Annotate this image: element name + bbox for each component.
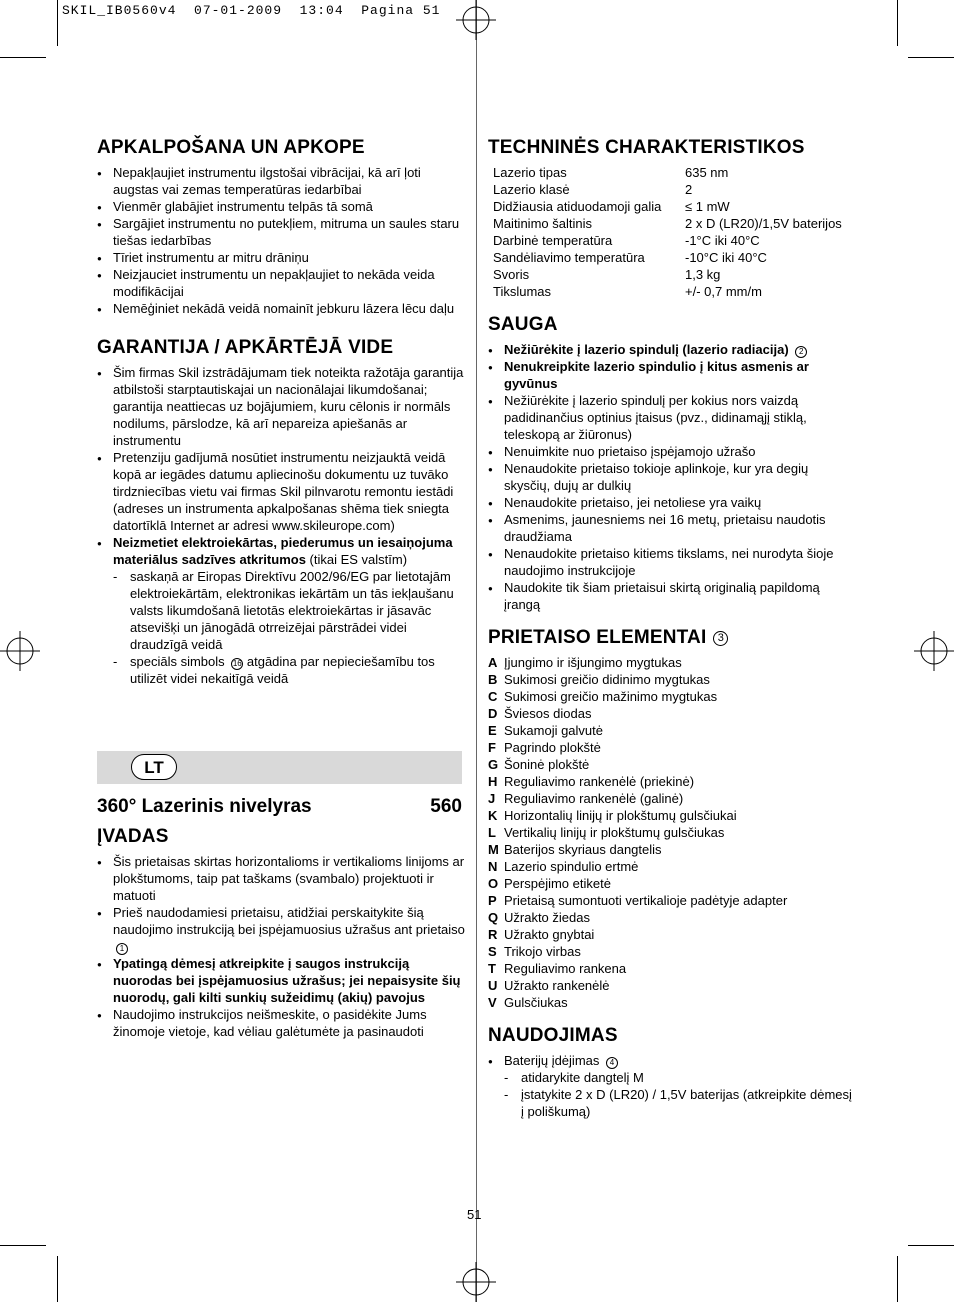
symbol-reference-icon: 2 xyxy=(795,346,807,358)
part-name: Įjungimo ir išjungimo mygtukas xyxy=(504,655,682,670)
list-item-text: Baterijų įdėjimas xyxy=(504,1053,603,1068)
dash-text: speciāls simbols xyxy=(130,654,229,669)
part-name: Sukimosi greičio mažinimo mygtukas xyxy=(504,689,718,704)
table-row xyxy=(488,198,842,215)
list-item: ● Asmenims, jaunesniems nei 16 metų, prietaisu naudotis draudžiama xyxy=(488,511,858,545)
specs-title: TECHNINĖS CHARAKTERISTIKOS xyxy=(488,137,805,158)
list-item: ● Nenuimkite nuo prietaiso įspėjamojo užrašo xyxy=(488,443,858,460)
list-item xyxy=(488,654,858,671)
part-letter: P xyxy=(488,893,497,908)
part-name: Gulsčiukas xyxy=(504,995,568,1010)
intro-title: ĮVADAS xyxy=(97,826,169,847)
dash-item xyxy=(97,653,467,687)
spec-value: 635 nm xyxy=(685,165,729,180)
part-name: Lazerio spindulio ertmė xyxy=(504,859,639,874)
list-item xyxy=(488,994,858,1011)
spec-key: Darbinė temperatūra xyxy=(493,233,613,248)
list-item: ● Pretenziju gadījumā nosūtiet instrumentu neizjauktā veidā kopā ar iegādes datumu apliecinošu dokumentu uz tuvāko tirdzniecības vietu vai firmas Skil pilnvarotu remontu iestādi (adreses un instrumenta apkalpošanas shēma tiek sniegta datortīklā Internet ar adresi www.skileurope.com) xyxy=(97,449,467,534)
list-item xyxy=(488,858,858,875)
part-name: Reguliavimo rankenėlė (galinė) xyxy=(504,791,684,806)
battery-dash-list xyxy=(488,1069,858,1120)
list-item: ● Nenaudokite prietaiso, jei netoliese yra vaikų xyxy=(488,494,858,511)
dash-item: - atidarykite dangtelį M xyxy=(488,1069,858,1086)
intro-list xyxy=(97,853,467,1040)
spec-key: Svoris xyxy=(493,267,530,282)
list-item: ● Nežiūrėkite į lazerio spindulį per kokius nors vaizdą padidinančius optinius įtaisus (pvz., didinamąjį stiklą, teleskopą ar žiūronus) xyxy=(488,392,858,443)
list-item xyxy=(488,790,858,807)
list-item xyxy=(488,807,858,824)
maintenance-title: APKALPOŠANA UN APKOPE xyxy=(97,137,365,158)
table-row xyxy=(488,215,842,232)
list-item: ● Vienmēr glabājiet instrumentu telpās tā somā xyxy=(97,198,467,215)
disposal-dash-list xyxy=(97,568,467,687)
list-item: ● Tīriet instrumentu ar mitru drāniņu xyxy=(97,249,467,266)
warranty-title: GARANTIJA / APKĀRTĒJĀ VIDE xyxy=(97,337,394,358)
part-name: Šviesos diodas xyxy=(504,706,592,721)
disposal-warning-note: (tikai ES valstīm) xyxy=(305,552,408,567)
warranty-list xyxy=(97,364,467,687)
part-name: Vertikalių linijų ir plokštumų gulsčiukas xyxy=(504,825,725,840)
spec-key: Didžiausia atiduodamoji galia xyxy=(493,199,662,214)
part-name: Užrakto gnybtai xyxy=(504,927,595,942)
spec-value: 2 x D (LR20)/1,5V baterijos xyxy=(685,216,842,231)
part-letter: O xyxy=(488,876,499,891)
part-letter: U xyxy=(488,978,498,993)
list-item: ● Ypatingą dėmesį atkreipkite į saugos instrukciją nuorodas bei įspėjamuosius užrašus; jei nepaisysite šių nuorodų, gali kilti sunkių sužeidimų (akių) pavojus xyxy=(97,955,467,1006)
list-item xyxy=(488,1052,858,1120)
disposal-warning-bold: Neizmetiet elektroiekārtas, piederumus un iesaiņojuma materiālus sadzīves atkritumos xyxy=(113,535,453,567)
print-header: SKIL_IB0560v4 07-01-2009 13:04 Pagina 51 xyxy=(62,3,441,18)
dash-item: - įstatykite 2 x D (LR20) / 1,5V baterijas (atkreipkite dėmesį į poliškumą) xyxy=(488,1086,858,1120)
right-column xyxy=(488,136,858,1120)
list-item xyxy=(488,926,858,943)
list-item: ● Šim firmas Skil izstrādājumam tiek noteikta ražotāja garantija atbilstoši starptautiskajai un nacionālajai likumdošanai; garantija neattiecas uz bojājumiem, kuru cēlonis ir normāls nodilums, pārslodze, kā arī nepareiza apiešanās ar instrumentu xyxy=(97,364,467,449)
list-item xyxy=(488,824,858,841)
list-item xyxy=(488,756,858,773)
part-letter: L xyxy=(488,825,496,840)
list-item xyxy=(97,534,467,687)
spec-value: -10°C iki 40°C xyxy=(685,250,767,265)
list-item: ● Naudojimo instrukcijos neišmeskite, o pasidėkite Jums žinomoje vietoje, kad vėliau galėtumėte ja pasinaudoti xyxy=(97,1006,467,1040)
part-name: Sukimosi greičio didinimo mygtukas xyxy=(504,672,710,687)
usage-list xyxy=(488,1052,858,1120)
model-number: 560 xyxy=(430,796,462,817)
part-letter: V xyxy=(488,995,497,1010)
list-item xyxy=(488,909,858,926)
safety-list xyxy=(488,341,858,613)
maintenance-list xyxy=(97,164,467,317)
table-row xyxy=(488,164,842,181)
spec-key: Lazerio tipas xyxy=(493,165,567,180)
spec-key: Tikslumas xyxy=(493,284,552,299)
part-letter: H xyxy=(488,774,498,789)
usage-title: NAUDOJIMAS xyxy=(488,1025,618,1046)
list-item xyxy=(488,892,858,909)
spec-key: Lazerio klasė xyxy=(493,182,570,197)
table-row xyxy=(488,266,842,283)
list-item-text: Nežiūrėkite į lazerio spindulį (lazerio radiacija) xyxy=(504,342,793,357)
part-letter: B xyxy=(488,672,498,687)
part-letter: E xyxy=(488,723,497,738)
symbol-reference-icon: 4 xyxy=(606,1057,618,1069)
part-letter: R xyxy=(488,927,498,942)
part-name: Horizontalių linijų ir plokštumų gulsčiukai xyxy=(504,808,737,823)
spec-value: 1,3 kg xyxy=(685,267,721,282)
part-name: Reguliavimo rankena xyxy=(504,961,627,976)
spec-key: Sandėliavimo temperatūra xyxy=(493,250,645,265)
table-row xyxy=(488,283,842,300)
spec-value: +/- 0,7 mm/m xyxy=(685,284,762,299)
table-row xyxy=(488,249,842,266)
safety-title: SAUGA xyxy=(488,314,558,335)
list-item: ● Sargājiet instrumentu no putekļiem, mitruma un saules staru tiešas iedarbības xyxy=(97,215,467,249)
dash-text: atgādina par nepieciešamību tos utilizēt videi nekaitīgā veidā xyxy=(130,654,435,686)
list-item: ● Naudokite tik šiam prietaisui skirtą originalią papildomą įrangą xyxy=(488,579,858,613)
table-row xyxy=(488,181,842,198)
intro-section xyxy=(97,825,467,1040)
list-item: ● Šis prietaisas skirtas horizontalioms ir vertikalioms linijoms ar plokštumoms, taip pat taškams (svambalo) projektuoti ir matuoti xyxy=(97,853,467,904)
list-item xyxy=(488,688,858,705)
page-number: 51 xyxy=(467,1207,482,1222)
part-name: Užrakto žiedas xyxy=(504,910,590,925)
part-name: Šoninė plokštė xyxy=(504,757,590,772)
list-item: ● Neizjauciet instrumentu un nepakļaujiet to nekāda veida modifikācijai xyxy=(97,266,467,300)
list-item: ● Nemēģiniet nekādā veidā nomainīt jebkuru lāzera lēcu daļu xyxy=(97,300,467,317)
spec-key: Maitinimo šaltinis xyxy=(493,216,592,231)
model-title-row xyxy=(97,795,462,819)
part-letter: G xyxy=(488,757,499,772)
list-item xyxy=(488,671,858,688)
part-name: Užrakto rankenėlė xyxy=(504,978,610,993)
list-item xyxy=(488,773,858,790)
part-letter: C xyxy=(488,689,498,704)
part-name: Pagrindo plokštė xyxy=(504,740,601,755)
parts-list xyxy=(488,654,858,1011)
part-name: Trikojo virbas xyxy=(504,944,581,959)
list-item xyxy=(97,904,467,955)
list-item xyxy=(488,341,858,358)
model-title: 360° Lazerinis nivelyras xyxy=(97,796,312,817)
list-item xyxy=(488,722,858,739)
list-item xyxy=(488,977,858,994)
part-letter: S xyxy=(488,944,497,959)
left-column xyxy=(97,136,467,687)
list-item xyxy=(488,875,858,892)
part-letter: Q xyxy=(488,910,499,925)
symbol-reference-icon: 3 xyxy=(713,631,728,646)
part-name: Baterijos skyriaus dangtelis xyxy=(504,842,662,857)
part-letter: M xyxy=(488,842,499,857)
language-badge: LT xyxy=(131,754,177,780)
part-letter: D xyxy=(488,706,498,721)
elements-title-text: PRIETAISO ELEMENTAI xyxy=(488,627,707,648)
part-letter: A xyxy=(488,655,498,670)
part-letter: T xyxy=(488,961,496,976)
part-name: Prietaisą sumontuoti vertikalioje padėtyje adapter xyxy=(504,893,788,908)
table-row xyxy=(488,232,842,249)
list-item: ● Nepakļaujiet instrumentu ilgstošai vibrācijai, kā arī ļoti augstas vai zemas temperatūras iedarbībai xyxy=(97,164,467,198)
part-name: Reguliavimo rankenėlė (priekinė) xyxy=(504,774,695,789)
specs-table xyxy=(488,164,842,300)
spec-value: 2 xyxy=(685,182,693,197)
symbol-reference-icon: 16 xyxy=(232,659,242,668)
part-letter: F xyxy=(488,740,496,755)
list-item xyxy=(488,739,858,756)
list-item: ● Nenaudokite prietaiso tokioje aplinkoje, kur yra degių skysčių, dujų ar dulkių xyxy=(488,460,858,494)
list-item xyxy=(488,943,858,960)
language-bar xyxy=(97,751,462,784)
symbol-reference-icon: 1 xyxy=(116,943,128,955)
dash-item: - saskaņā ar Eiropas Direktīvu 2002/96/EG par lietotajām elektroiekārtām, elektronikas iekārtām un tās iekļaušanu valsts likumdošanā lietotās elektroiekārtas ir jāsavāc atsevišķi un jānogādā otrreizējai pārstrādei videi draudzīgā veidā xyxy=(97,568,467,653)
spec-value: ≤ 1 mW xyxy=(685,199,730,214)
part-name: Sukamoji galvutė xyxy=(504,723,603,738)
list-item xyxy=(488,705,858,722)
spec-value: -1°C iki 40°C xyxy=(685,233,760,248)
list-item: ● Nenukreipkite lazerio spindulio į kitus asmenis ar gyvūnus xyxy=(488,358,858,392)
part-letter: K xyxy=(488,808,498,823)
part-letter: J xyxy=(488,791,496,806)
elements-title xyxy=(488,626,858,650)
part-name: Perspėjimo etiketė xyxy=(504,876,611,891)
list-item: ● Nenaudokite prietaiso kitiems tikslams, nei nurodyta šioje naudojimo instrukcijoje xyxy=(488,545,858,579)
part-letter: N xyxy=(488,859,498,874)
list-item xyxy=(488,841,858,858)
list-item xyxy=(488,960,858,977)
list-item-text: Prieš naudodamiesi prietaisu, atidžiai perskaitykite šią naudojimo instrukciją bei įspėjamuosius užrašus ant prietaiso xyxy=(113,905,465,937)
